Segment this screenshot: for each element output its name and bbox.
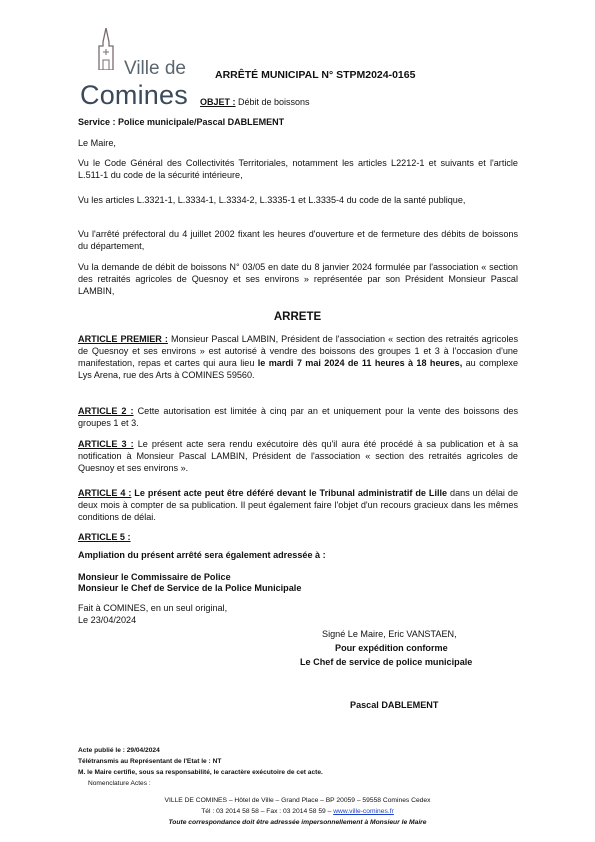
signature-expedition: Pour expédition conforme <box>335 643 448 653</box>
document-title: ARRÊTÉ MUNICIPAL N° STPM2024-0165 <box>215 69 416 81</box>
le-maire: Le Maire, <box>78 138 116 148</box>
article-5 <box>78 532 131 542</box>
article-4 <box>78 487 518 523</box>
bottom-notice: Toute correspondance doit être adressée impersonnellement à Monsieur le Maire <box>168 819 427 826</box>
article-4-text: dans un délai de deux mois à compter de sa publication. Il peut également faire l'objet d'un recours gracieux dans les mêmes conditions de délai. <box>78 488 519 523</box>
article-5-label: ARTICLE 5 : <box>78 532 131 542</box>
recipient-2: Monsieur le Chef de Service de la Police Municipale <box>78 583 302 593</box>
article-2-label: ARTICLE 2 : <box>78 406 134 416</box>
signature-signe: Signé Le Maire, Eric VANSTAEN, <box>322 629 457 639</box>
bottom-address: VILLE DE COMINES – Hôtel de Ville – Grand Place – BP 20059 – 59558 Comines Cedex <box>164 797 431 804</box>
ampliation: Ampliation du présent arrêté sera également adressée à : <box>78 550 326 560</box>
article-2 <box>78 405 518 429</box>
footer-publie: Acte publié le : 29/04/2024 <box>78 747 160 754</box>
arrete-heading: ARRETE <box>273 311 322 323</box>
logo-comines-text: Comines <box>80 80 188 110</box>
vu-paragraph-4: Vu la demande de débit de boissons N° 03/05 en date du 8 janvier 2024 formulée par l'association « section des retraités agricoles de Quesnoy et ses environs » représentée par son Président Monsieur Pascal LAMBIN, <box>78 262 518 297</box>
fait-line: Fait à COMINES, en un seul original, <box>78 603 228 613</box>
footer-teletransmis: Télétransmis au Représentant de l'Etat le : NT <box>78 758 222 765</box>
recipient-1: Monsieur le Commissaire de Police <box>78 572 231 582</box>
article-4-label: ARTICLE 4 : <box>78 488 132 498</box>
objet-label: OBJET : <box>200 97 236 107</box>
objet-text: Débit de boissons <box>235 97 310 107</box>
service-line: Service : Police municipale/Pascal DABLEMENT <box>78 117 285 127</box>
signature-name: Pascal DABLEMENT <box>350 700 439 710</box>
article-1-label: ARTICLE PREMIER : <box>78 334 168 344</box>
bottom-tel: Tél : 03 2014 58 58 – Fax : 03 2014 58 59 – <box>201 808 334 815</box>
bottom-contact <box>0 808 595 815</box>
vu-paragraph-2: Vu les articles L.3321-1, L.3334-1, L.3334-2, L.3335-1 et L.3335-4 du code de la santé publique, <box>78 195 466 205</box>
article-1-date: le mardi 7 mai 2024 de 11 heures à 18 heures, <box>257 358 463 369</box>
website-link[interactable]: www.ville-comines.fr <box>333 808 394 815</box>
article-1-text-a: Monsieur Pascal LAMBIN, Président de l'association « section des retraités agricoles de Quesnoy et ses environs » est autorisé à vendre des boissons des groupes 1 et 3 à l'occasion d'une manifestation, repas et cartes qui aura lieu <box>78 334 519 369</box>
article-1 <box>78 333 518 381</box>
city-logo <box>80 28 195 110</box>
objet-line <box>200 97 310 107</box>
article-1-text-b: au complexe Lys Arena, rue des Arts à COMINES 59560. <box>78 358 519 381</box>
vu-paragraph-1: Vu le Code Général des Collectivités Territoriales, notamment les articles L2212-1 et suivants et l'article L.511-1 du code de la sécurité intérieure, <box>78 158 518 181</box>
article-2-text: Cette autorisation est limitée à cinq par an et uniquement pour la vente des boissons des groupes 1 et 3. <box>78 406 518 429</box>
article-4-tribunal: Le présent acte peut être déféré devant le Tribunal administratif de Lille <box>131 488 448 498</box>
vu-paragraph-3: Vu l'arrêté préfectoral du 4 juillet 2002 fixant les heures d'ouverture et de fermeture des débits de boissons du département, <box>78 229 518 252</box>
article-3-text: Le présent acte sera rendu exécutoire dès qu'il aura été procédé à sa publication et à sa notification à Monsieur Pascal LAMBIN, Président de l'association « section des retraités agricoles de Quesnoy et ses environs ». <box>78 439 519 474</box>
church-steeple-icon <box>94 28 118 70</box>
article-3-label: ARTICLE 3 : <box>78 439 134 449</box>
logo-ville-text: Ville de <box>124 58 186 79</box>
signature-chef: Le Chef de service de police municipale <box>300 657 473 667</box>
footer-certifie: M. le Maire certifie, sous sa responsabilité, le caractère exécutoire de cet acte. <box>78 769 323 776</box>
footer-nomenclature: Nomenclature Actes : <box>88 780 151 787</box>
date-line: Le 23/04/2024 <box>78 615 137 625</box>
article-3 <box>78 438 518 474</box>
